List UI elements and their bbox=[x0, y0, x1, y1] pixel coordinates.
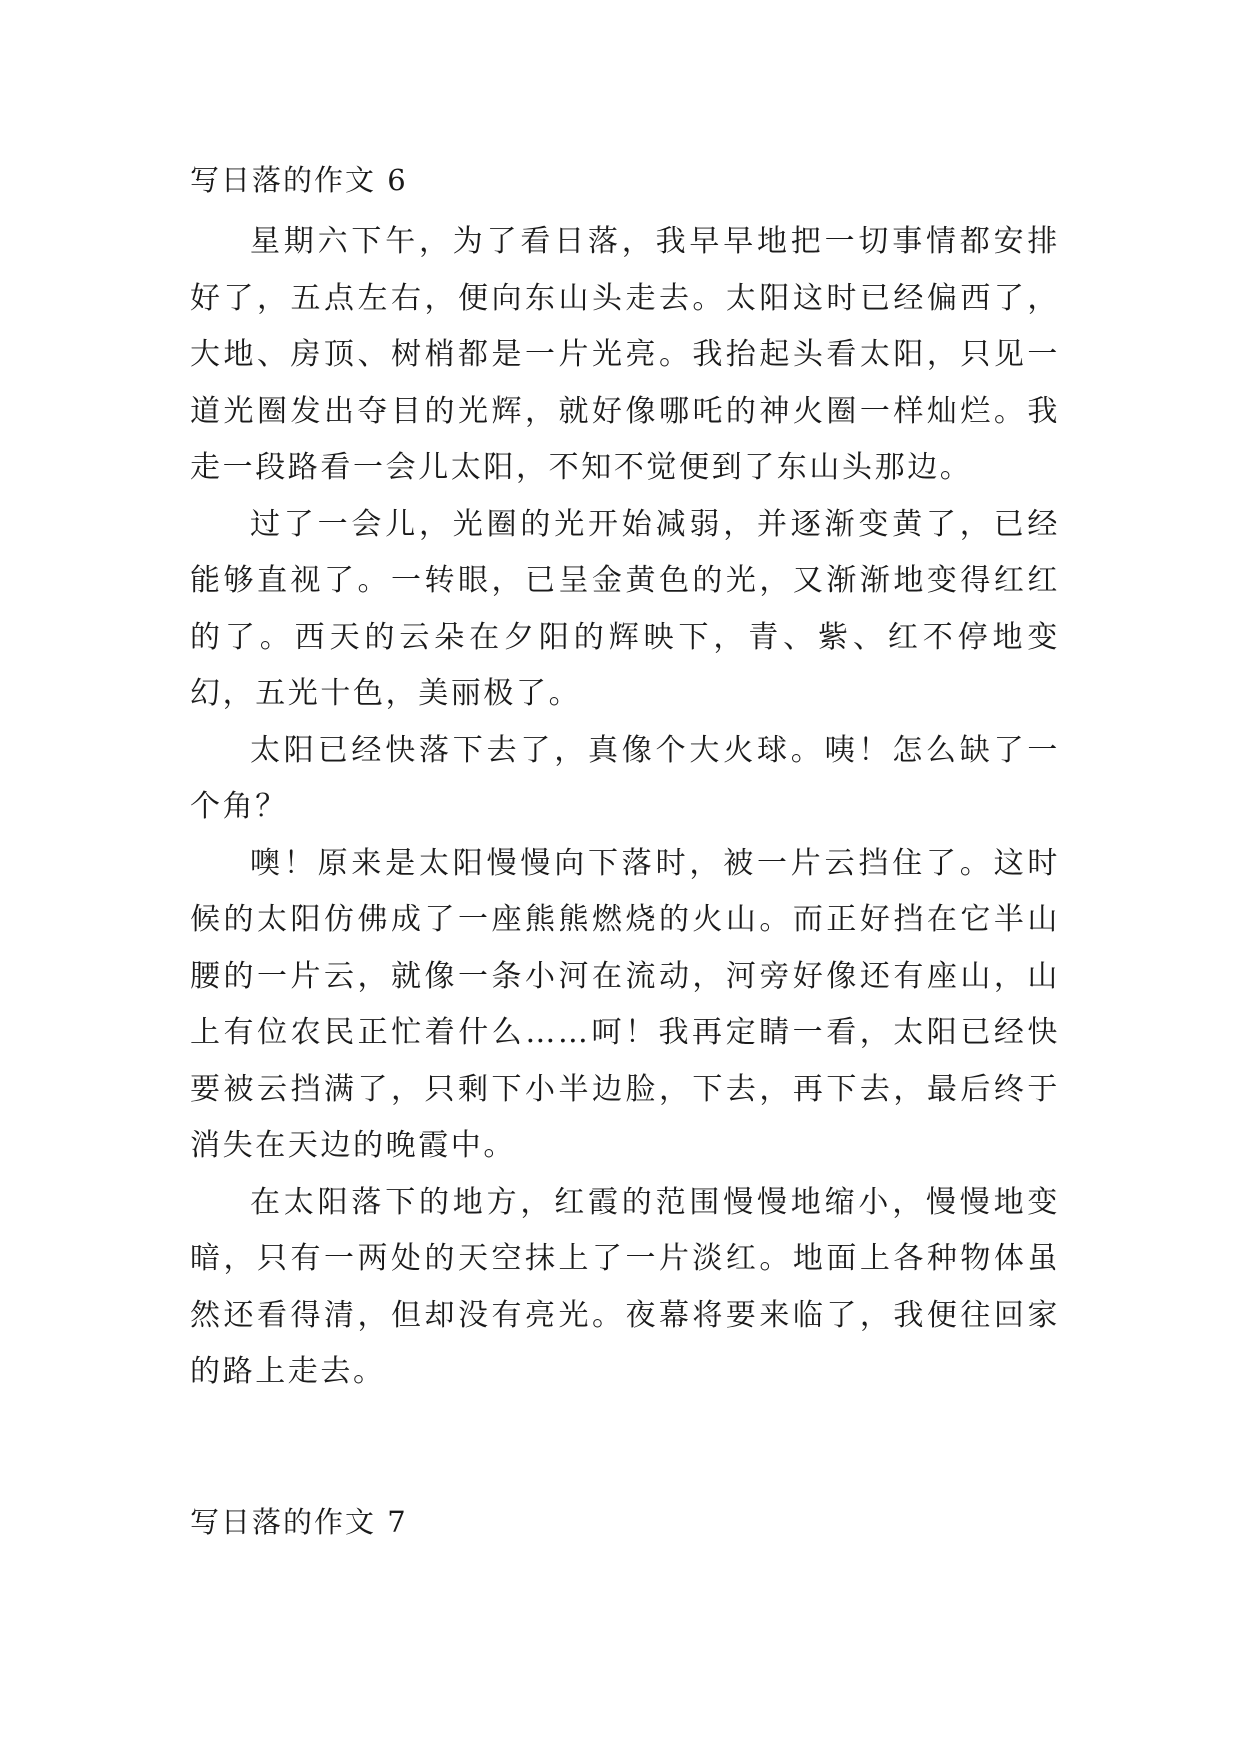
paragraph: 在太阳落下的地方，红霞的范围慢慢地缩小，慢慢地变暗，只有一两处的天空抹上了一片淡红。地面上各种物体虽然还看得清，但却没有亮光。夜幕将要来临了，我便往回家的路上走去。 bbox=[190, 1184, 1060, 1389]
paragraph: 噢！原来是太阳慢慢向下落时，被一片云挡住了。这时候的太阳仿佛成了一座熊熊燃烧的火山。而正好挡在它半山腰的一片云，就像一条小河在流动，河旁好像还有座山，山上有位农民正忙着什么……呵！我再定睛一看，太阳已经快要被云挡满了，只剩下小半边脸，下去，再下去，最后终于消失在天边的晚霞中。 bbox=[190, 845, 1060, 1163]
paragraph: 太阳已经快落下去了，真像个大火球。咦！怎么缺了一个角？ bbox=[190, 732, 1060, 824]
section-title-next: 写日落的作文 7 bbox=[190, 1505, 408, 1539]
document-page bbox=[190, 160, 1060, 1401]
paragraph: 过了一会儿，光圈的光开始减弱，并逐渐变黄了，已经能够直视了。一转眼，已呈金黄色的光，又渐渐地变得红红的了。西天的云朵在夕阳的辉映下，青、紫、红不停地变幻，五光十色，美丽极了。 bbox=[190, 506, 1060, 711]
section-title: 写日落的作文 6 bbox=[190, 163, 408, 197]
paragraph: 星期六下午，为了看日落，我早早地把一切事情都安排好了，五点左右，便向东山头走去。太阳这时已经偏西了，大地、房顶、树梢都是一片光亮。我抬起头看太阳，只见一道光圈发出夺目的光辉，就好像哪吒的神火圈一样灿烂。我走一段路看一会儿太阳，不知不觉便到了东山头那边。 bbox=[190, 224, 1060, 485]
